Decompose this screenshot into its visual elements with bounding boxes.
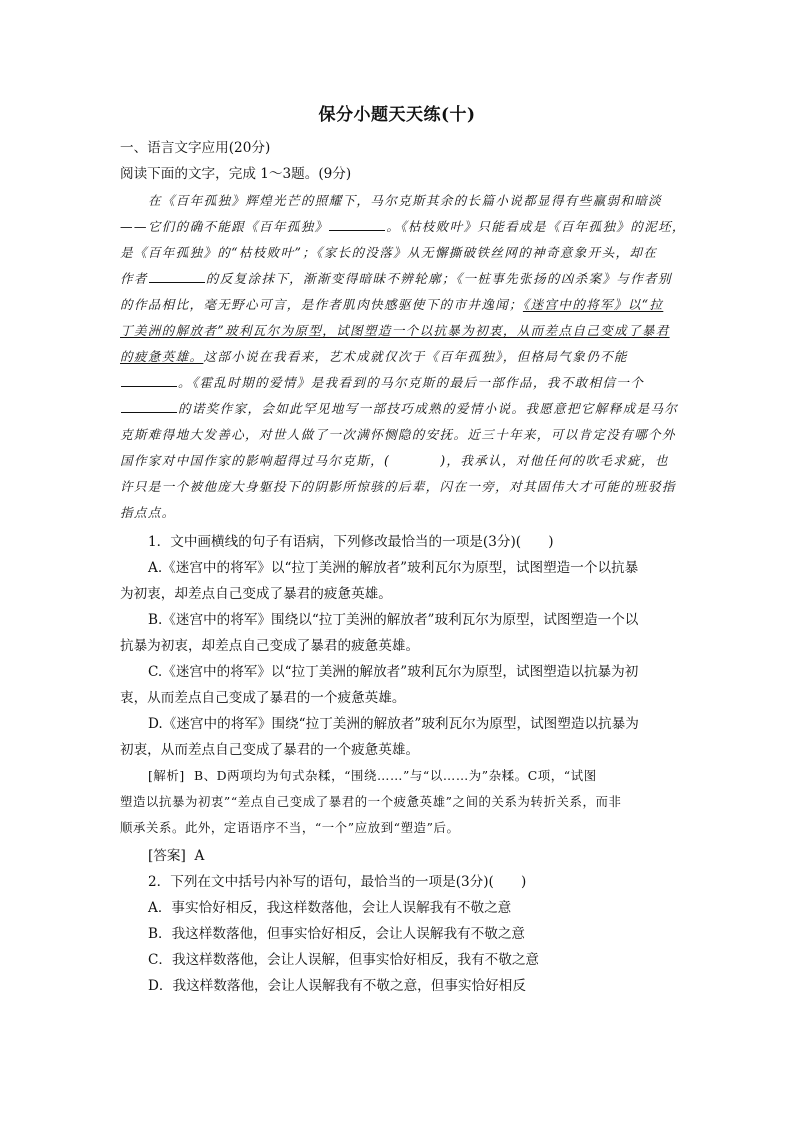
underlined-sentence: 的疲惫英雄。 [120, 349, 204, 364]
passage-line: 在《百年孤独》辉煌光芒的照耀下，马尔克斯其余的长篇小说都显得有些羸弱和暗淡 [148, 193, 663, 208]
fill-blank [149, 270, 205, 283]
q1-option-d: D.《迷宫中的将军》围绕“拉丁美洲的解放者”玻利瓦尔为原型，试图塑造以抗暴为 [148, 716, 639, 732]
question-1-stem: 1．文中画横线的句子有语病，下列修改最恰当的一项是(3分)( ) [148, 534, 554, 550]
section-heading: 一、语言文字应用(20分) [120, 140, 271, 156]
q2-option-b: B．我这样数落他，但事实恰好相反，会让人误解我有不敬之意 [148, 926, 526, 942]
passage-line: 许只是一个被他庞大身躯投下的阴影所惊骇的后辈，闪在一旁，对其固伟大才可能的班驳指 [120, 479, 676, 494]
q1-explanation [148, 766, 597, 784]
passage-text: 这部小说在我看来，艺术成就仅次于《百年孤独》，但格局气象仍不能 [203, 349, 628, 364]
question-2-stem: 2．下列在文中括号内补写的语句，最恰当的一项是(3分)( ) [148, 874, 527, 890]
fill-blank [121, 374, 177, 387]
q2-option-a: A．事实恰好相反，我这样数落他，会让人误解我有不敬之意 [148, 900, 512, 916]
fill-blank [329, 218, 385, 231]
passage-line [120, 294, 663, 313]
q1-option-d-cont: 初衷，从而差点自己变成了暴君的一个疲惫英雄。 [120, 742, 420, 758]
q1-option-c-cont: 衷，从而差点自己变成了暴君的一个疲惫英雄。 [120, 690, 406, 706]
q2-option-c: C．我这样数落他，会让人误解，但事实恰好相反，我有不敬之意 [148, 952, 540, 968]
passage-line [120, 450, 669, 469]
passage-text: 的诺奖作家，会如此罕见地写一部技巧成熟的爱情小说。我愿意把它解释成是马尔 [178, 401, 679, 416]
q1-explanation-line: 顺承关系。此外，定语语序不当，“一个”应放到“塑造”后。 [120, 820, 460, 835]
answer-tag: [答案] [148, 848, 186, 864]
page-title: 保分小题天天练(十) [318, 105, 476, 125]
q1-option-c: C.《迷宫中的将军》以“拉丁美洲的解放者”玻利瓦尔为原型，试图塑造以抗暴为初 [148, 664, 639, 680]
passage-line: 指点点。 [120, 505, 176, 520]
passage-text: )，我承认，对他任何的吹毛求疵，也 [440, 453, 669, 468]
passage-line [120, 398, 678, 417]
fill-blank [121, 400, 177, 413]
explanation-tag: [解析] [148, 768, 185, 783]
q1-explanation-line: 塑造以抗暴为初衷”“差点自己变成了暴君的一个疲惫英雄”之间的关系为转折关系，而非 [120, 794, 622, 809]
passage-line: 克斯难得地大发善心，对世人做了一次满怀恻隐的安抚。近三十年来，可以肯定没有哪个外 [120, 427, 676, 442]
passage-line [120, 372, 644, 391]
explanation-text: B、D两项均为句式杂糅，“围绕……”与“以……为”杂糅。C项，“试图 [193, 768, 597, 783]
passage-line: 是《百年孤独》的“枯枝败叶”；《家长的没落》从无懈撕破铁丝网的神奇意象开头，却在 [120, 245, 658, 260]
passage-text: 的反复涂抹下，渐渐变得暗昧不辨轮廓；《一桩事先张扬的凶杀案》与作者别 [205, 271, 672, 286]
passage-line [120, 268, 672, 287]
passage-text: 的作品相比，毫无野心可言，是作者肌肉快感驱使下的市井逸闻； [120, 297, 523, 312]
q1-option-a-cont: 为初衷，却差点自己变成了暴君的疲惫英雄。 [120, 586, 392, 602]
q2-option-d: D．我这样数落他，会让人误解我有不敬之意，但事实恰好相反 [148, 978, 526, 994]
passage-line [120, 346, 628, 365]
q1-option-b: B.《迷宫中的将军》围绕以“拉丁美洲的解放者”玻利瓦尔为原型，试图塑造一个以 [148, 612, 639, 628]
q1-option-a: A.《迷宫中的将军》以“拉丁美洲的解放者”玻利瓦尔为原型，试图塑造一个以抗暴 [148, 560, 639, 576]
underlined-sentence: 丁美洲的解放者”玻利瓦尔为原型，试图塑造一个以抗暴为初衷，从而差点自己变成了暴君 [120, 323, 670, 338]
q1-option-b-cont: 抗暴为初衷，却差点自己变成了暴君的疲惫英雄。 [120, 638, 420, 654]
passage-line [120, 216, 686, 235]
passage-text: 国作家对中国作家的影响超得过马尔克斯，( [120, 453, 391, 468]
passage-text: 作者 [120, 271, 148, 286]
passage-text: 。《枯枝败叶》只能看成是《百年孤独》的泥坯， [386, 219, 686, 234]
reading-instruction: 阅读下面的文字，完成 1～3题。(9分) [120, 166, 352, 182]
underlined-sentence: 《迷宫中的将军》以“拉 [522, 297, 664, 312]
passage-text: 。《霍乱时期的爱情》是我看到的马尔克斯的最后一部作品，我不敢相信一个 [178, 375, 645, 390]
answer-value: A [194, 848, 205, 864]
q1-answer [148, 844, 204, 864]
passage-text: ——它们的确不能跟《百年孤独》 [120, 219, 329, 234]
